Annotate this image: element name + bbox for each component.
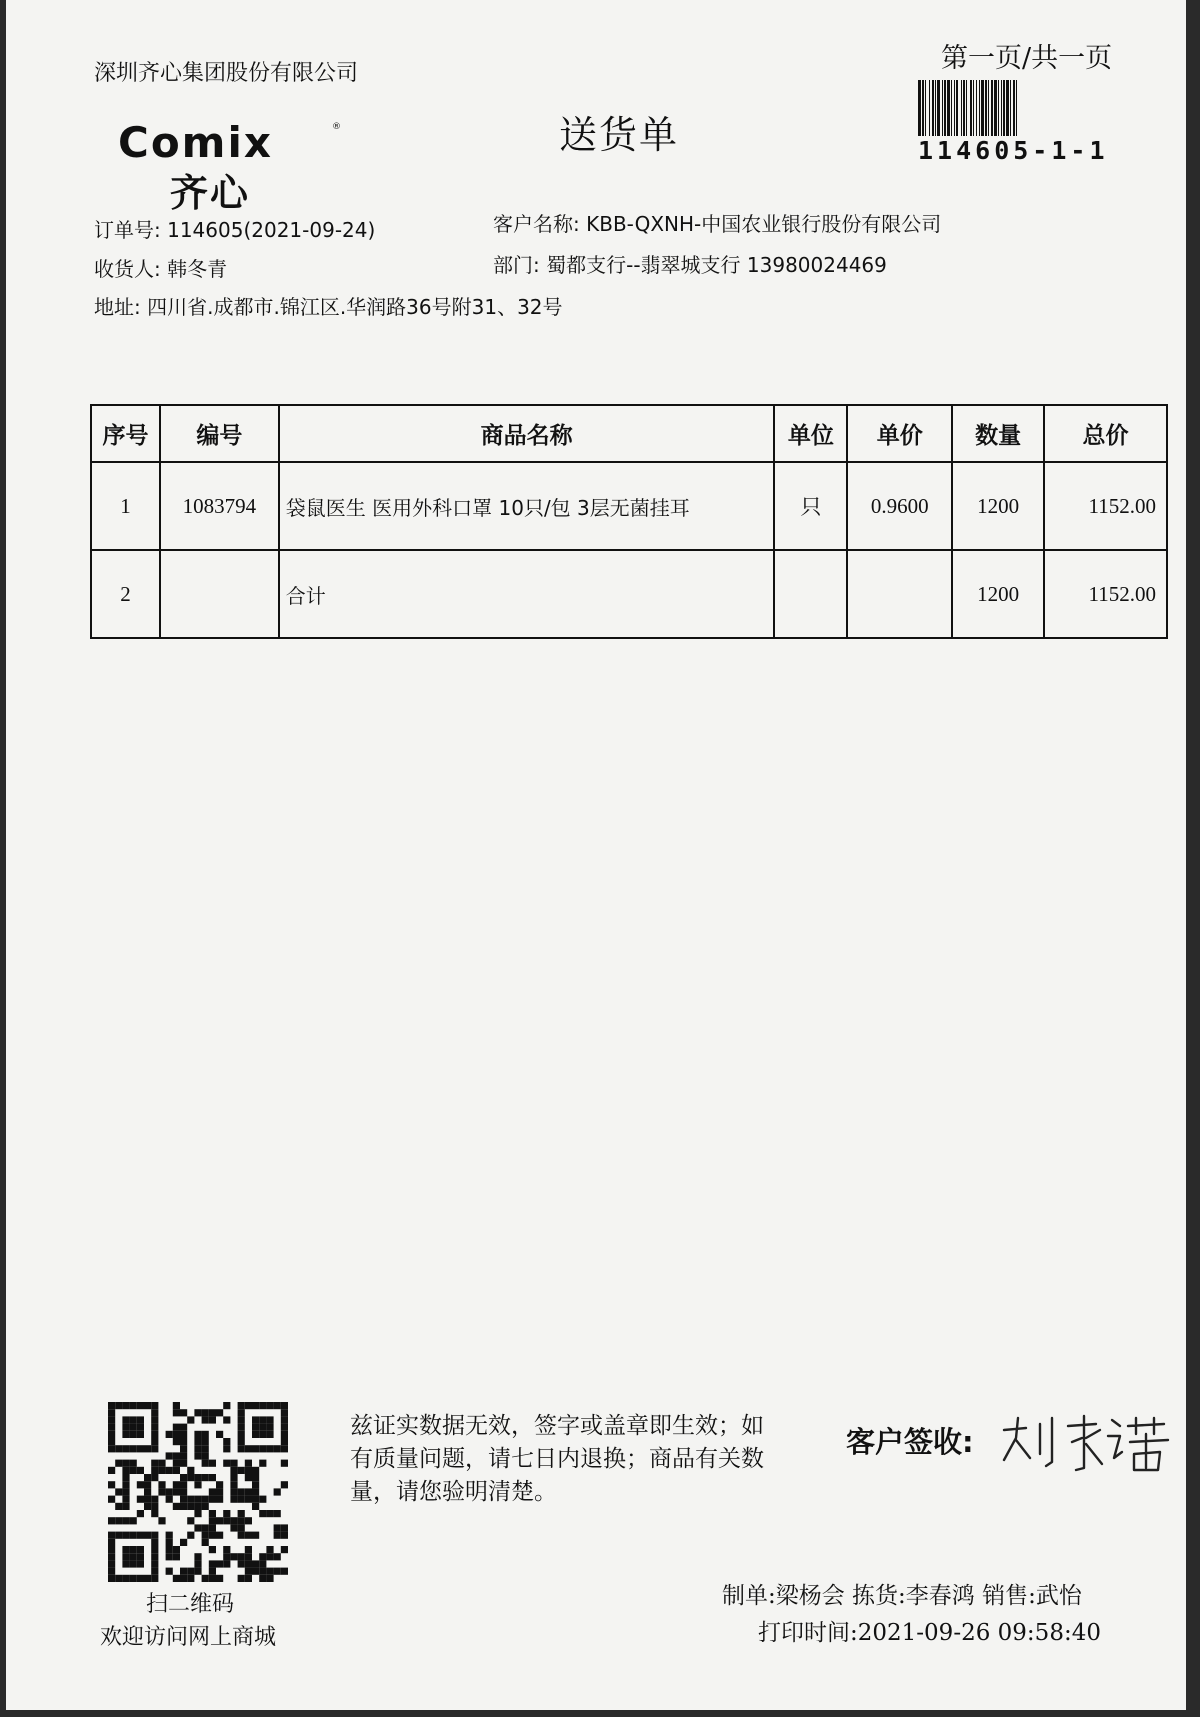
receiver [94, 253, 227, 282]
customer-label: 客户名称: [493, 212, 580, 236]
staff-info: 制单:梁杨会 拣货:李春鸿 销售:武怡 [722, 1583, 1082, 1609]
table-cell [774, 550, 847, 638]
address-label: 地址: [94, 295, 141, 319]
order-number-value: 114605(2021-09-24) [167, 218, 376, 242]
address-value: 四川省.成都市.锦江区.华润路36号附31、32号 [147, 295, 563, 319]
barcode-icon [916, 80, 1131, 136]
company-name: 深圳齐心集团股份有限公司 [94, 61, 359, 86]
table-cell: 1152.00 [1044, 462, 1167, 550]
table-cell: 合计 [279, 550, 775, 638]
address [94, 291, 563, 320]
order-number-label: 订单号: [94, 218, 161, 242]
registered-mark-icon: ® [332, 122, 341, 132]
table-cell: 0.9600 [847, 462, 952, 550]
table-cell: 1152.00 [1044, 550, 1167, 638]
table-cell [847, 550, 952, 638]
table-cell: 1083794 [160, 462, 279, 550]
notice-text: 兹证实数据无效，签字或盖章即生效；如有质量问题，请七日内退换；商品有关数量，请您验明清楚。 [350, 1413, 764, 1505]
table-cell: 只 [774, 462, 847, 550]
delivery-note-sheet [6, 0, 1186, 1710]
customer-value: KBB-QXNH-中国农业银行股份有限公司 [586, 212, 942, 236]
table-cell: 1200 [952, 550, 1044, 638]
handwritten-signature [996, 1408, 1186, 1478]
receiver-value: 韩冬青 [167, 257, 228, 281]
table-cell: 袋鼠医生 医用外科口罩 10只/包 3层无菌挂耳 [279, 462, 775, 550]
receiver-label: 收货人: [94, 257, 161, 281]
col-header: 单位 [774, 405, 847, 462]
qr-code-icon [108, 1402, 288, 1582]
table-row [91, 550, 1167, 638]
qr-caption-shop: 欢迎访问网上商城 [100, 1625, 277, 1650]
comix-logo [118, 118, 358, 215]
qr-caption-scan: 扫二维码 [146, 1592, 235, 1617]
logo-en-text: Comix [118, 118, 273, 167]
table-cell: 1 [91, 462, 160, 550]
document-title: 送货单 [559, 113, 680, 157]
print-time: 打印时间:2021-09-26 09:58:40 [758, 1620, 1101, 1646]
col-header: 商品名称 [279, 405, 775, 462]
customer [493, 208, 941, 237]
table-cell: 2 [91, 550, 160, 638]
items-table [90, 404, 1168, 639]
col-header: 单价 [847, 405, 952, 462]
page-info: 第一页/共一页 [941, 43, 1113, 74]
col-header: 总价 [1044, 405, 1167, 462]
table-cell: 1200 [952, 462, 1044, 550]
logo-cn-text: 齐心 [170, 171, 251, 215]
col-header: 编号 [160, 405, 279, 462]
col-header: 数量 [952, 405, 1044, 462]
col-header: 序号 [91, 405, 160, 462]
table-header-row [91, 405, 1167, 462]
barcode-number: 114605-1-1 [918, 136, 1109, 165]
department [493, 249, 887, 278]
table-row [91, 462, 1167, 550]
customer-sign-label: 客户签收: [846, 1425, 974, 1459]
table-cell [160, 550, 279, 638]
department-label: 部门: [493, 253, 540, 277]
order-number [94, 214, 375, 243]
department-value: 蜀都支行--翡翠城支行 13980024469 [546, 253, 887, 277]
